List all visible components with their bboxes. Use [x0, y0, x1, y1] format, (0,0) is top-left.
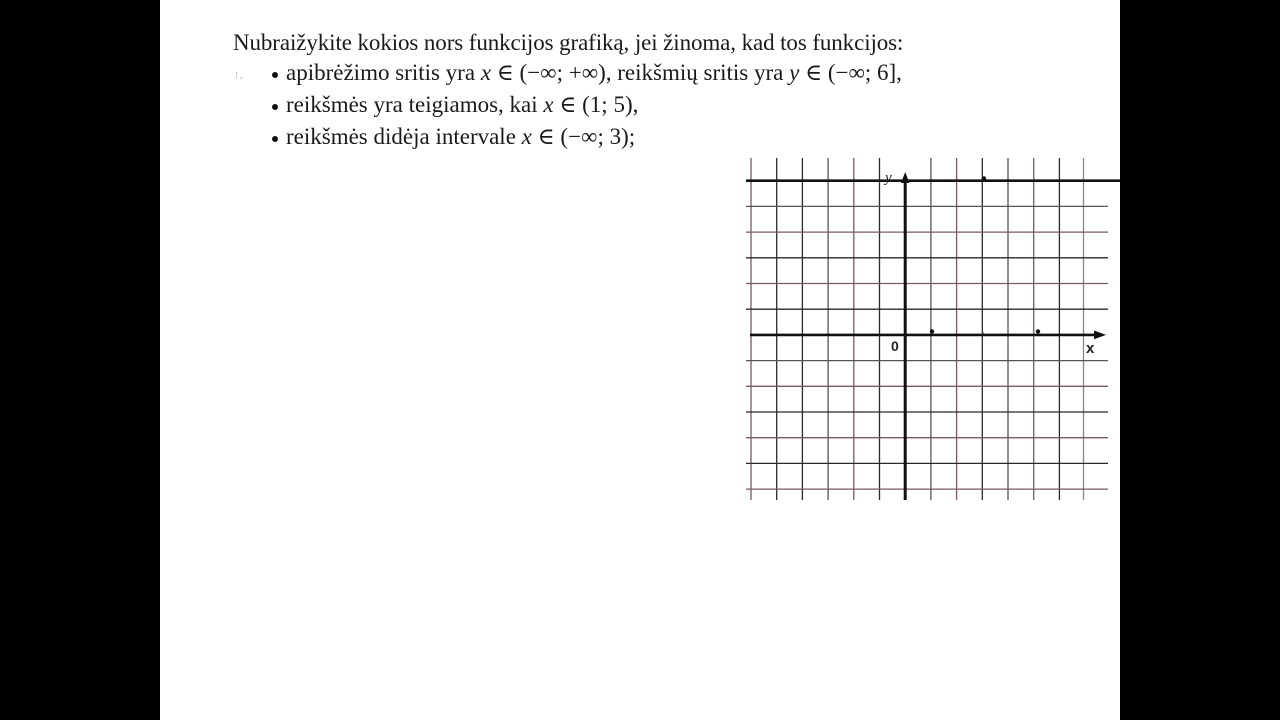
bullet-text: reikšmės didėja intervale: [286, 124, 522, 149]
point-x1: [930, 329, 934, 333]
y-axis-arrow-icon: [901, 172, 909, 183]
origin-label: 0: [891, 338, 899, 354]
point-x3-y6: [982, 176, 986, 180]
bullet-text: reikšmės yra teigiamos, kai: [286, 92, 544, 117]
math-var: x: [480, 60, 492, 85]
task-title: Nubraižykite kokios nors funkcijos grafiką, jei žinoma, kad tos funkcijos:: [233, 30, 904, 55]
bullet-text: ∈ (−∞; 3);: [531, 124, 636, 149]
faint-mark-x3: [982, 332, 984, 334]
point-x5: [1036, 329, 1040, 333]
coordinate-grid[interactable]: [160, 0, 1120, 720]
x-axis-arrow-icon: [1094, 331, 1106, 340]
grid-horizontal-lines: [746, 206, 1108, 489]
bullet-text: ∈ (−∞; +∞), reikšmių sritis yra: [491, 60, 790, 85]
math-var: y: [789, 60, 800, 85]
bullet-text: ∈ (1; 5),: [553, 92, 639, 117]
grid-vertical-lines: [751, 158, 1084, 500]
bullet-text: ∈ (−∞; 6],: [799, 60, 902, 85]
x-axis-label: x: [1086, 340, 1095, 357]
scan-artifact: ⁝ ,: [235, 70, 243, 80]
y-axis-label: y: [885, 170, 892, 186]
document-page: [160, 0, 1120, 720]
bullet-text: apibrėžimo sritis yra: [286, 60, 481, 85]
math-var: x: [543, 92, 554, 117]
math-var: x: [521, 124, 532, 149]
